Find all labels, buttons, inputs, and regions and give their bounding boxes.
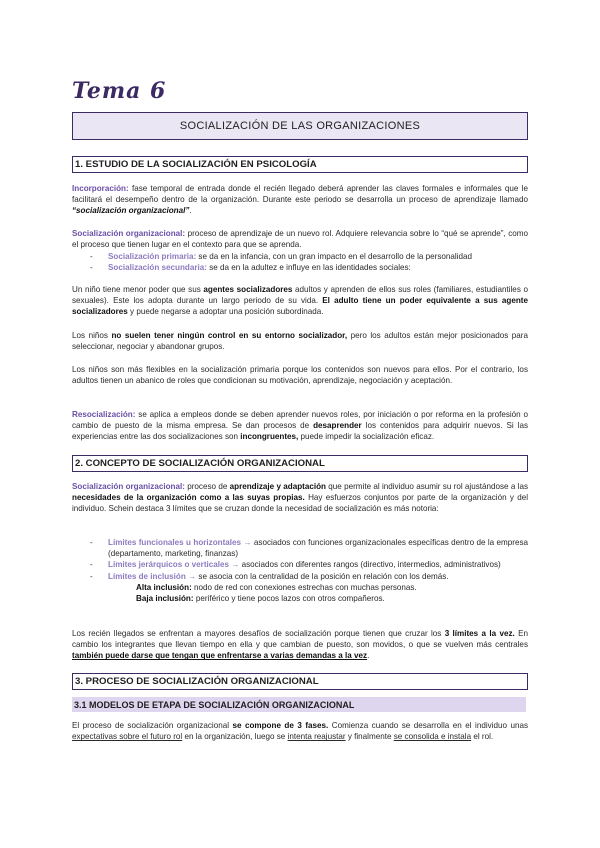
section-2-heading bbox=[72, 455, 528, 472]
text-span: los contenidos para adquirir nuevos. Si las experiencias entre las dos socializaciones son bbox=[72, 421, 528, 442]
paragraph-incorporacion bbox=[72, 183, 528, 217]
text-span: expectativas sobre el futuro rol bbox=[72, 732, 183, 742]
term-limites-inclusion: Límites de inclusión → bbox=[108, 571, 197, 581]
text-span: proceso de bbox=[184, 482, 230, 491]
text-span: adultos y aprenden de ellos sus roles (familiares, estudiantiles o sexuales). Este los adopta durante un largo periodo de su vida. bbox=[72, 285, 528, 306]
section-3-heading-text: 3. PROCESO DE SOCIALIZACIÓN ORGANIZACIONAL bbox=[75, 676, 319, 687]
paragraph-recien-llegados bbox=[72, 628, 528, 662]
term-socializacion-organizacional: Socialización organizacional: bbox=[72, 229, 186, 238]
dash-bullet: - bbox=[90, 538, 93, 547]
term-socializacion-organizacional-2: Socialización organizacional: bbox=[72, 482, 185, 491]
text-span: fase temporal de entrada donde el recién llegado deberá aprender las claves formales e informales que le facilitará el desempeño dentro de la organización. Durante este periodo se desarrolla un proceso de aprendizaje llamado bbox=[72, 184, 528, 205]
term-resocializacion: Resocialización: bbox=[72, 410, 136, 419]
dash-bullet: - bbox=[90, 263, 93, 273]
text-span: nodo de red con conexiones estrechas con muchas personas. bbox=[191, 582, 417, 592]
text-span: proceso de aprendizaje de un nuevo rol. Adquiere relevancia sobre lo “qué se aprende”, como el proceso que tienen lugar en el contexto para que se aprenda. bbox=[72, 229, 528, 250]
paragraph-resocializacion bbox=[72, 409, 528, 443]
text-span: y finalmente bbox=[345, 732, 394, 742]
list-item bbox=[90, 571, 528, 582]
list-item bbox=[90, 262, 528, 273]
paragraph-flexibles: Los niños son más flexibles en la socialización primaria porque los contenidos son nuevos para ellos. Por el contrario, los adultos tienen un abanico de roles que condicionan su motivación, aprendizaje, negociación y aceptación. bbox=[72, 365, 528, 386]
text-span: Comienza cuando se desarrolla en el individuo unas bbox=[328, 721, 528, 730]
text-span: El proceso de socialización organizacional bbox=[72, 721, 233, 730]
text-span: aprendizaje y adaptación bbox=[229, 482, 326, 491]
text-span: Los niños bbox=[72, 331, 112, 340]
alta-inclusion bbox=[90, 582, 528, 593]
dash-bullet: - bbox=[90, 571, 93, 581]
text-span: asociados con diferentes rangos (directivo, intermedios, administrativos) bbox=[239, 560, 501, 570]
text-span: necesidades de la organización como a las suyas propias. bbox=[72, 493, 305, 503]
term-limites-jerarquicos: Límites jerárquicos o verticales → bbox=[108, 560, 240, 570]
subsection-3-1-heading bbox=[72, 697, 526, 712]
list-item bbox=[90, 537, 528, 559]
text-span: pero los adultos están mejor posicionados para seleccionar, negociar y abandonar grupos. bbox=[72, 331, 528, 352]
text-span: En cambio los integrantes que llevan tiempo en ella y que cambian de puesto, son movidos, o que se vuelven más centrales bbox=[72, 629, 529, 650]
text-span: se da en la adultez e influye en las identidades sociales: bbox=[206, 263, 411, 273]
dash-bullet: - bbox=[90, 252, 93, 261]
subsection-3-1-heading-text: 3.1 MODELOS DE ETAPA DE SOCIALIZACIÓN ORGANIZACIONAL bbox=[74, 699, 355, 710]
term-primaria: Socialización primaria: bbox=[108, 252, 197, 261]
text-span: intenta reajustar bbox=[287, 732, 346, 742]
text-span: agentes socializadores bbox=[203, 285, 293, 294]
text-span: Un niño tiene menor poder que sus bbox=[72, 285, 204, 294]
text-span: Alta inclusión: bbox=[136, 582, 192, 592]
paragraph-control bbox=[72, 330, 528, 352]
text-span: se da en la infancia, con un gran impacto en el desarrollo de la personalidad bbox=[196, 252, 472, 261]
text-span: se compone de 3 fases. bbox=[232, 721, 329, 730]
text-span: desaprender bbox=[313, 421, 362, 431]
section-1-heading-text: 1. ESTUDIO DE LA SOCIALIZACIÓN EN PSICOLOGÍA bbox=[75, 159, 317, 170]
text-span: periférico y tiene pocos lazos con otros compañeros. bbox=[193, 594, 385, 604]
text-span: asociados con funciones organizacionales específicas dentro de la empresa (departamento, marketing, finanzas) bbox=[108, 538, 528, 559]
text-span: no suelen tener ningún control en su entorno socializador, bbox=[111, 331, 348, 340]
term-limites-funcionales: Límites funcionales u horizontales → bbox=[108, 538, 252, 547]
term-incorporacion: Incorporación: bbox=[72, 184, 129, 193]
list-item bbox=[90, 251, 528, 262]
dash-bullet: - bbox=[90, 560, 93, 570]
paragraph-agentes bbox=[72, 284, 528, 318]
section-1-heading bbox=[72, 156, 528, 173]
text-span: Baja inclusión: bbox=[136, 594, 194, 604]
section-3-heading bbox=[72, 673, 528, 690]
chapter-label: Tema 6 bbox=[72, 78, 167, 104]
section-2-heading-text: 2. CONCEPTO DE SOCIALIZACIÓN ORGANIZACIONAL bbox=[75, 458, 325, 469]
baja-inclusion bbox=[90, 593, 528, 604]
paragraph-concepto bbox=[72, 481, 528, 515]
text-span: se aplica a empleos donde se deben aprender nuevos roles, por iniciación o por reforma en la profesión o cambio de puesto de la misma empresa. Se dan procesos de bbox=[72, 410, 528, 431]
text-span: puede impedir la socialización eficaz. bbox=[298, 432, 435, 442]
text-span: el rol. bbox=[471, 732, 494, 742]
paragraph-socializacion-organizacional bbox=[72, 228, 528, 250]
text-span: en la organización, luego se bbox=[182, 732, 288, 742]
socializacion-list bbox=[90, 251, 528, 273]
text-span: se asocia con la centralidad de la posición en relación con los demás. bbox=[196, 571, 449, 581]
text-span: Hay esfuerzos conjuntos por parte de la organización y del individuo. Schein destaca 3 límites que se cruzan donde la necesidad de socialización es más notoria: bbox=[72, 493, 529, 514]
text-span: . bbox=[367, 651, 370, 661]
paragraph-fases bbox=[72, 720, 528, 742]
text-span: incongruentes, bbox=[240, 432, 299, 442]
text-span: . bbox=[189, 206, 192, 216]
limites-list bbox=[90, 537, 528, 604]
text-span: que permite al individuo asumir su rol ajustándose a las bbox=[325, 482, 528, 491]
emphasis-socializacion: “socialización organizacional” bbox=[72, 206, 190, 216]
text-span: se consolida e instala bbox=[393, 732, 472, 742]
document-title: SOCIALIZACIÓN DE LAS ORGANIZACIONES bbox=[179, 120, 421, 132]
list-item bbox=[90, 559, 528, 570]
document-title-box bbox=[72, 112, 528, 140]
term-secundaria: Socialización secundaria: bbox=[108, 263, 207, 273]
text-span: también puede darse que tengan que enfrentarse a varias demandas a la vez bbox=[72, 651, 368, 661]
text-span: El adulto tiene un poder equivalente a sus agente socializadores bbox=[72, 296, 528, 317]
text-span: 3 límites a la vez. bbox=[444, 629, 515, 638]
text-span: y puede negarse a adoptar una posición subordinada. bbox=[127, 307, 324, 317]
text-span: Los recién llegados se enfrentan a mayores desafíos de socialización porque tienen que cruzar los bbox=[72, 629, 445, 638]
